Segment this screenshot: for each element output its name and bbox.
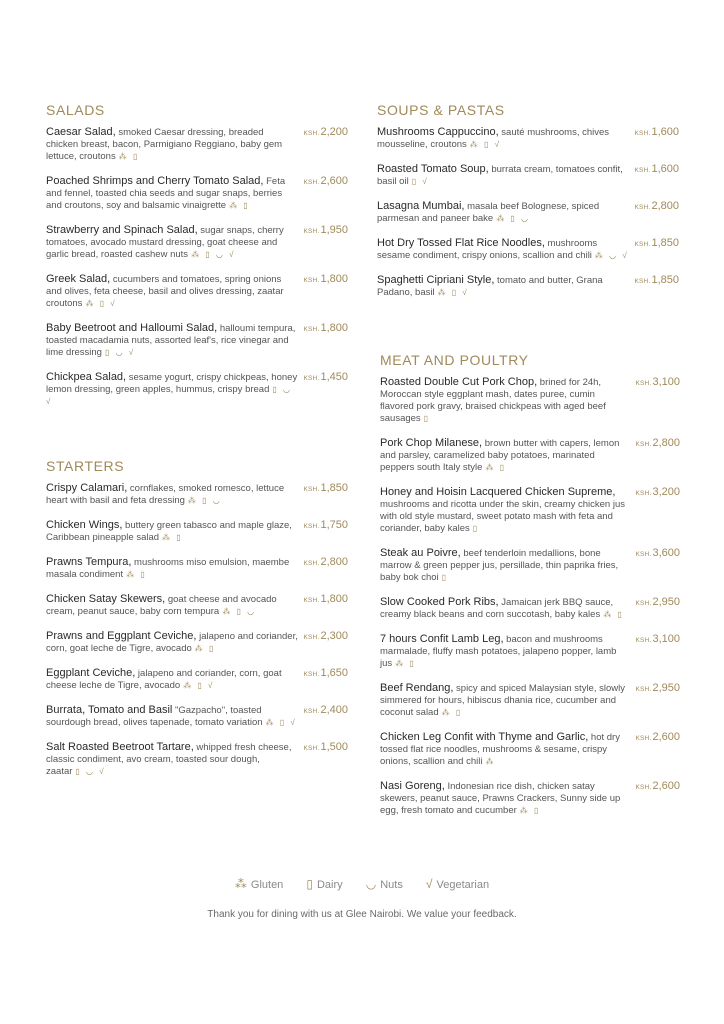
currency-label: KSH.	[634, 167, 651, 174]
dish-description: smoked Caesar dressing, breaded chicken breast, bacon, Parmigiano Reggiano, baby gem lettuce, croutons	[46, 127, 283, 162]
nut-icon: ◡	[365, 877, 377, 891]
allergen-icons: ⁂ ▯	[194, 644, 216, 653]
dish-name: Prawns Tempura,	[46, 556, 132, 568]
dish-description: cucumbers and tomatoes, spring onions and olives, feta cheese, basil and olives dressing, zaatar croutons	[46, 274, 284, 309]
dish-price	[303, 371, 348, 385]
menu-item	[380, 486, 680, 535]
dish-price	[303, 556, 348, 570]
price-value: 1,500	[320, 741, 348, 753]
allergen-icons: ⁂ ▯	[229, 201, 250, 210]
currency-label: KSH.	[303, 179, 320, 186]
currency-label: KSH.	[303, 671, 320, 678]
dish-description: burrata cream, tomatoes confit, basil oil	[377, 164, 623, 187]
currency-label: KSH.	[303, 130, 320, 137]
dish-price	[303, 593, 348, 607]
dish-name: Chicken Leg Confit with Thyme and Garlic,	[380, 731, 589, 743]
allergen-icons: ⁂ ▯ √	[437, 288, 469, 297]
dish-name: Beef Rendang,	[380, 682, 454, 694]
menu-item	[46, 519, 348, 544]
dish-name: Nasi Goreng,	[380, 780, 445, 792]
price-value: 2,600	[652, 780, 680, 792]
dish-description: jalapeno and coriander, corn, goat leche de Tigre, avocado	[46, 631, 298, 654]
section-title: MEAT AND POULTRY	[380, 352, 529, 368]
currency-label: KSH.	[635, 637, 652, 644]
menu-item	[380, 780, 680, 817]
dish-price	[635, 633, 680, 647]
dish-price	[303, 667, 348, 681]
legend-vegetarian: √ Vegetarian	[425, 877, 490, 891]
menu-item	[46, 224, 348, 261]
price-value: 3,100	[652, 633, 680, 645]
price-value: 1,800	[320, 273, 348, 285]
price-value: 1,650	[320, 667, 348, 679]
currency-label: KSH.	[635, 490, 652, 497]
leaf-icon: √	[425, 877, 433, 891]
dish-name: Honey and Hoisin Lacquered Chicken Supreme,	[380, 486, 616, 498]
allergen-icons: ⁂ ▯ √	[85, 299, 117, 308]
dish-price	[634, 274, 679, 288]
price-value: 1,600	[651, 126, 679, 138]
dish-description: bacon and mushrooms marmalade, fluffy mash potatoes, jalapeno popper, lamb jus	[380, 634, 617, 669]
currency-label: KSH.	[635, 380, 652, 387]
currency-label: KSH.	[635, 784, 652, 791]
dish-price	[303, 630, 348, 644]
allergen-icons: ▯ √	[411, 177, 429, 186]
dish-name: Chicken Wings,	[46, 519, 123, 531]
dish-price	[634, 237, 679, 251]
dish-price	[303, 224, 348, 238]
currency-label: KSH.	[303, 375, 320, 382]
allergen-icons: ⁂ ◡ √	[594, 251, 629, 260]
menu-item	[380, 376, 680, 425]
price-value: 2,300	[320, 630, 348, 642]
menu-item	[377, 163, 679, 188]
allergen-icons: ⁂ ▯	[126, 570, 147, 579]
allergen-icons: ▯ ◡ √	[75, 767, 106, 776]
menu-item	[380, 633, 680, 670]
dish-description: mushrooms and ricotta under the skin, creamy chicken jus with old style mustard, sweet potato mash with feta and coriander, baby kales	[380, 499, 625, 534]
dish-name: Roasted Tomato Soup,	[377, 163, 489, 175]
currency-label: KSH.	[635, 735, 652, 742]
allergen-icons: ⁂ ▯	[441, 708, 463, 717]
dish-description: Indonesian rice dish, chicken satay skewers, peanut sauce, Prawns Crackers, Sunny side up egg, fresh tomato and cucumber	[380, 781, 621, 816]
menu-item	[46, 273, 348, 310]
section-title: SOUPS & PASTAS	[377, 102, 505, 118]
menu-item	[377, 200, 679, 225]
dish-price	[635, 437, 680, 451]
dish-name: Eggplant Ceviche,	[46, 667, 136, 679]
allergen-icons: ▯	[423, 414, 431, 423]
dish-description: beef tenderloin medallions, bone marrow & green pepper jus, persillade, thin paprika fries, baby bok choi	[380, 548, 619, 583]
section-title: STARTERS	[46, 458, 125, 474]
currency-label: KSH.	[634, 241, 651, 248]
currency-label: KSH.	[635, 551, 652, 558]
dish-name: Crispy Calamari,	[46, 482, 128, 494]
dish-description: cornflakes, smoked romesco, lettuce heart with basil and feta dressing	[46, 483, 285, 506]
price-value: 2,200	[320, 126, 348, 138]
dish-name: Chicken Satay Skewers,	[46, 593, 166, 605]
menu-item	[46, 630, 348, 655]
dish-price	[634, 126, 679, 140]
allergen-icons: ⁂ ▯	[162, 533, 183, 542]
price-value: 2,800	[651, 200, 679, 212]
currency-label: KSH.	[634, 130, 651, 137]
dish-name: Poached Shrimps and Cherry Tomato Salad,	[46, 175, 264, 187]
allergen-icons: ⁂ ▯ ◡	[496, 214, 531, 223]
dish-name: Prawns and Eggplant Ceviche,	[46, 630, 197, 642]
currency-label: KSH.	[303, 597, 320, 604]
price-value: 1,750	[320, 519, 348, 531]
bottle-icon: ▯	[306, 877, 313, 891]
dish-description: spicy and spiced Malaysian style, slowly simmered for hours, hibiscus dhania rice, cucumber and coconut salad	[380, 683, 625, 718]
dish-description: sugar snaps, cherry tomatoes, avocado mustard dressing, goat cheese and garlic bread, roasted cashew nuts	[46, 225, 284, 260]
menu-item	[46, 556, 348, 581]
currency-label: KSH.	[635, 441, 652, 448]
meat-poultry-section	[380, 352, 680, 829]
section-title: SALADS	[46, 102, 105, 118]
price-value: 1,800	[320, 593, 348, 605]
dish-description: tomato and butter, Grana Padano, basil	[377, 275, 603, 298]
dish-price	[303, 704, 348, 718]
currency-label: KSH.	[303, 486, 320, 493]
menu-item	[46, 667, 348, 692]
dish-price	[303, 482, 348, 496]
price-value: 1,850	[651, 274, 679, 286]
dish-name: Mushrooms Cappuccino,	[377, 126, 499, 138]
currency-label: KSH.	[303, 523, 320, 530]
menu-item	[377, 274, 679, 299]
menu-item	[380, 547, 680, 584]
menu-item	[46, 704, 348, 729]
price-value: 1,450	[320, 371, 348, 383]
dish-price	[303, 519, 348, 533]
allergen-icons: ⁂ ▯	[603, 610, 624, 619]
allergen-icons: ⁂ ▯	[519, 806, 541, 815]
price-value: 1,850	[651, 237, 679, 249]
price-value: 3,600	[652, 547, 680, 559]
currency-label: KSH.	[303, 326, 320, 333]
price-value: 1,800	[320, 322, 348, 334]
dish-name: Roasted Double Cut Pork Chop,	[380, 376, 538, 388]
dish-description: jalapeno and coriander, corn, goat cheese leche de Tigre, avocado	[46, 668, 282, 691]
dish-name: Steak au Poivre,	[380, 547, 461, 559]
dish-name: Salt Roasted Beetroot Tartare,	[46, 741, 194, 753]
dish-description: goat cheese and avocado cream, peanut sauce, baby corn tempura	[46, 594, 277, 617]
footer-note: Thank you for dining with us at Glee Nairobi. We value your feedback.	[207, 909, 517, 920]
dish-name: Spaghetti Cipriani Style,	[377, 274, 495, 286]
dish-name: Hot Dry Tossed Flat Rice Noodles,	[377, 237, 545, 249]
currency-label: KSH.	[303, 745, 320, 752]
dish-price	[635, 682, 680, 696]
legend-gluten: ⁂ Gluten	[234, 877, 284, 891]
dish-description: masala beef Bolognese, spiced parmesan and paneer bake	[377, 201, 600, 224]
soups-pastas-section	[377, 102, 679, 311]
dish-name: Pork Chop Milanese,	[380, 437, 483, 449]
dish-price	[634, 163, 679, 177]
allergen-icons: ▯ ◡ √	[46, 385, 292, 406]
dish-name: 7 hours Confit Lamb Leg,	[380, 633, 504, 645]
currency-label: KSH.	[635, 600, 652, 607]
dish-name: Chickpea Salad,	[46, 371, 127, 383]
dish-name: Slow Cooked Pork Ribs,	[380, 596, 499, 608]
price-value: 3,200	[652, 486, 680, 498]
dish-name: Caesar Salad,	[46, 126, 116, 138]
dish-description: Jamaican jerk BBQ sauce, creamy black beans and corn succotash, baby kales	[380, 597, 614, 620]
dish-name: Greek Salad,	[46, 273, 111, 285]
menu-item	[380, 437, 680, 474]
menu-item	[380, 731, 680, 768]
starters-section	[46, 458, 348, 790]
allergen-icons: ⁂ ▯	[395, 659, 416, 668]
dish-description: halloumi tempura, toasted macadamia nuts, assorted leaf's, rice vinegar and lime dressing	[46, 323, 296, 358]
dish-price	[303, 126, 348, 140]
dish-name: Burrata, Tomato and Basil	[46, 704, 173, 716]
wheat-icon: ⁂	[234, 877, 247, 891]
dish-price	[635, 780, 680, 794]
dish-description: hot dry tossed flat rice noodles, mushrooms & sesame, crispy onions, scallion and chili	[380, 732, 620, 767]
dish-description: Feta and fennel, toasted chia seeds and sugar snaps, berries and croutons, soy and balsamic vinaigrette	[46, 176, 286, 211]
dish-price	[303, 741, 348, 755]
price-value: 2,400	[320, 704, 348, 716]
allergen-icons: ⁂ ▯ ◡	[187, 496, 222, 505]
currency-label: KSH.	[635, 686, 652, 693]
menu-item	[377, 237, 679, 262]
currency-label: KSH.	[303, 634, 320, 641]
price-value: 2,600	[320, 175, 348, 187]
allergen-icons: ⁂	[485, 757, 496, 766]
menu-item	[46, 482, 348, 507]
currency-label: KSH.	[303, 708, 320, 715]
menu-item	[380, 596, 680, 621]
legend-dairy: ▯ Dairy	[306, 877, 343, 891]
legend-nuts: ◡ Nuts	[365, 877, 403, 891]
currency-label: KSH.	[634, 204, 651, 211]
price-value: 1,850	[320, 482, 348, 494]
allergen-icons: ▯	[472, 524, 480, 533]
salads-section	[46, 102, 348, 420]
price-value: 3,100	[652, 376, 680, 388]
allergen-icons: ⁂ ▯ ◡	[222, 607, 257, 616]
menu-item	[377, 126, 679, 151]
dish-description: mushrooms sesame condiment, crispy onions, scallion and chili	[377, 238, 598, 261]
price-value: 2,950	[652, 682, 680, 694]
dish-description: sauté mushrooms, chives mousseline, croutons	[377, 127, 610, 150]
dish-name: Baby Beetroot and Halloumi Salad,	[46, 322, 218, 334]
dish-name: Lasagna Mumbai,	[377, 200, 465, 212]
dish-price	[303, 322, 348, 336]
menu-item	[46, 371, 348, 408]
dish-description: whipped fresh cheese, classic condiment, avo cream, toasted sour dough, zaatar	[46, 742, 292, 777]
price-value: 1,600	[651, 163, 679, 175]
allergen-icons: ⁂ ▯ √	[265, 718, 297, 727]
allergen-icons: ⁂ ▯	[118, 152, 140, 161]
dish-price	[635, 731, 680, 745]
allergen-icons: ⁂ ▯ ◡ √	[191, 250, 236, 259]
dish-description: "Gazpacho", toasted sourdough bread, olives tapenade, tomato variation	[46, 705, 263, 728]
currency-label: KSH.	[303, 277, 320, 284]
dish-price	[634, 200, 679, 214]
menu-item	[46, 741, 348, 778]
menu-item	[380, 682, 680, 719]
price-value: 2,950	[652, 596, 680, 608]
dish-price	[635, 376, 680, 390]
dish-description: sesame yogurt, crispy chickpeas, honey lemon dressing, green apples, hummus, crispy bread	[46, 372, 298, 395]
allergen-icons: ⁂ ▯ √	[469, 140, 502, 149]
menu-item	[46, 126, 348, 163]
dish-price	[303, 273, 348, 287]
dish-name: Strawberry and Spinach Salad,	[46, 224, 198, 236]
price-value: 1,950	[320, 224, 348, 236]
dish-description: brined for 24h, Moroccan style eggplant mash, dates puree, cumin flavored pork gravy, braised chickpeas with aged beef sausages	[380, 377, 606, 424]
menu-item	[46, 175, 348, 212]
dish-description: brown butter with capers, lemon and parsley, caramelized baby potatoes, marinated peppers south Italy style	[380, 438, 620, 473]
allergen-icons: ▯ ◡ √	[104, 348, 136, 357]
price-value: 2,800	[320, 556, 348, 568]
dish-price	[635, 486, 680, 500]
currency-label: KSH.	[303, 228, 320, 235]
dish-price	[635, 547, 680, 561]
dish-description: buttery green tabasco and maple glaze, Caribbean pineapple salad	[46, 520, 292, 543]
currency-label: KSH.	[634, 278, 651, 285]
dish-price	[635, 596, 680, 610]
dietary-legend	[0, 877, 724, 891]
dish-description: mushrooms miso emulsion, maembe masala condiment	[46, 557, 290, 580]
dish-price	[303, 175, 348, 189]
allergen-icons: ▯	[441, 573, 449, 582]
currency-label: KSH.	[303, 560, 320, 567]
menu-item	[46, 593, 348, 618]
menu-item	[46, 322, 348, 359]
price-value: 2,600	[652, 731, 680, 743]
price-value: 2,800	[652, 437, 680, 449]
allergen-icons: ⁂ ▯ √	[183, 681, 215, 690]
allergen-icons: ⁂ ▯	[485, 463, 507, 472]
